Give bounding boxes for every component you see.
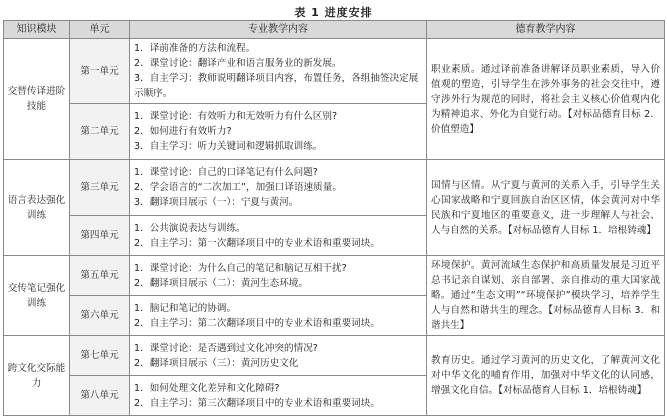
unit-name: 第一单元 [70,39,130,104]
unit-content [130,216,427,256]
table-row [4,336,665,376]
unit-name: 第二单元 [70,104,130,160]
moral-content: 教育历史。通过学习黄河的历史文化，了解黄河文化对中华文化的哺育作用，加强对中华文化的认同感，增强文化自信。【对标品德育人目标 1．培根铸魂】 [427,336,665,416]
module-name: 交替传译进阶技能 [4,39,70,160]
unit-name: 第六单元 [70,296,130,336]
content-item: 1．课堂讨论：是否遇到过文化冲突的情况? [134,342,318,354]
unit-content [130,104,427,160]
table-row [4,256,665,296]
unit-name: 第八单元 [70,376,130,416]
moral-content: 职业素质。通过译前准备讲解译员职业素质，导入价值观的塑造，引导学生在涉外事务的社会交往中，遵守涉外行为规范的同时，将社会主义核心价值观内化为精神追求、外化为自觉行动。【对标品德育目标 2．价值塑造】 [427,39,665,160]
content-item: 2．翻译项目展示（三）：黄河历史文化 [134,357,299,369]
header-moral-content: 德育教学内容 [427,21,665,39]
content-item: 3．翻译项目展示（一）：宁夏与黄河。 [134,197,299,208]
moral-content: 环境保护。黄河流域生态保护和高质量发展是习近平总书记亲自谋划、亲自部署、亲自推动的重大国家战略。通过“生态文明”“环境保护”模块学习，培养学生人与自然和谐共生的理念。【对标品德育人目标 3．和谐共生】 [427,256,665,336]
unit-name: 第四单元 [70,216,130,256]
content-item: 2．翻译项目展示（二）：黄河生态环境。 [134,277,308,289]
content-item: 1．如何处理文化差异和文化障碍? [134,382,280,394]
header-module: 知识模块 [4,21,70,39]
unit-name: 第五单元 [70,256,130,296]
unit-content [130,336,427,376]
content-item: 1．课堂讨论：有效听力和无效听力有什么区别? [134,111,338,122]
table-caption: 表 1 进度安排 [294,6,373,19]
moral-content: 国情与区情。从宁夏与黄河的关系入手，引导学生关心国家战略和宁夏回族自治区区情，体会黄河对中华民族和宁夏地区的重要意义，进一步理解人与社会、人与自然的关系。【对标品德育人目标 1．培根铸魂】 [427,160,665,256]
table-row [4,160,665,216]
unit-content [130,376,427,416]
unit-name: 第三单元 [70,160,130,216]
content-item: 2．自主学习：第二次翻译项目中的专业术语和重要词块。 [134,317,380,329]
unit-content [130,39,427,104]
content-item: 1．脑记和笔记的协调。 [134,302,237,314]
unit-content [130,296,427,336]
unit-content [130,256,427,296]
content-item: 2．如何进行有效听力? [134,126,232,137]
table-row [4,39,665,104]
header-unit: 单元 [70,21,130,39]
content-item: 2．学会语言的“二次加工”，加强口译语速质量。 [134,182,342,193]
content-item: 3．自主学习：听力关键词和逻辑抓取训练。 [134,141,323,152]
content-item: 1．译前准备的方法和流程。 [134,43,256,54]
unit-content [130,160,427,216]
content-item: 1．课堂讨论：自己的口译笔记有什么问题? [134,167,318,178]
header-row [4,21,665,39]
schedule-table [3,20,665,416]
content-item: 1．课堂讨论：为什么自己的笔记和脑记互相干扰? [134,262,347,274]
header-professional-content: 专业教学内容 [130,21,427,39]
module-name: 交传笔记强化训练 [4,256,70,336]
content-item: 2．自主学习：第三次翻译项目中的专业术语和重要词块。 [134,397,380,409]
content-item: 2．自主学习：第一次翻译项目中的专业术语和重要词块。 [134,237,380,249]
module-name: 语言表达强化训练 [4,160,70,256]
module-name: 跨文化交际能力 [4,336,70,416]
content-item: 2．课堂讨论：翻译产业和语言服务业的新发展。 [134,58,342,69]
content-item: 3．自主学习：教师说明翻译项目内容，布置任务，各组抽签决定展示顺序。 [134,73,419,99]
unit-name: 第七单元 [70,336,130,376]
content-item: 1．公共演说表达与训练。 [134,222,246,234]
